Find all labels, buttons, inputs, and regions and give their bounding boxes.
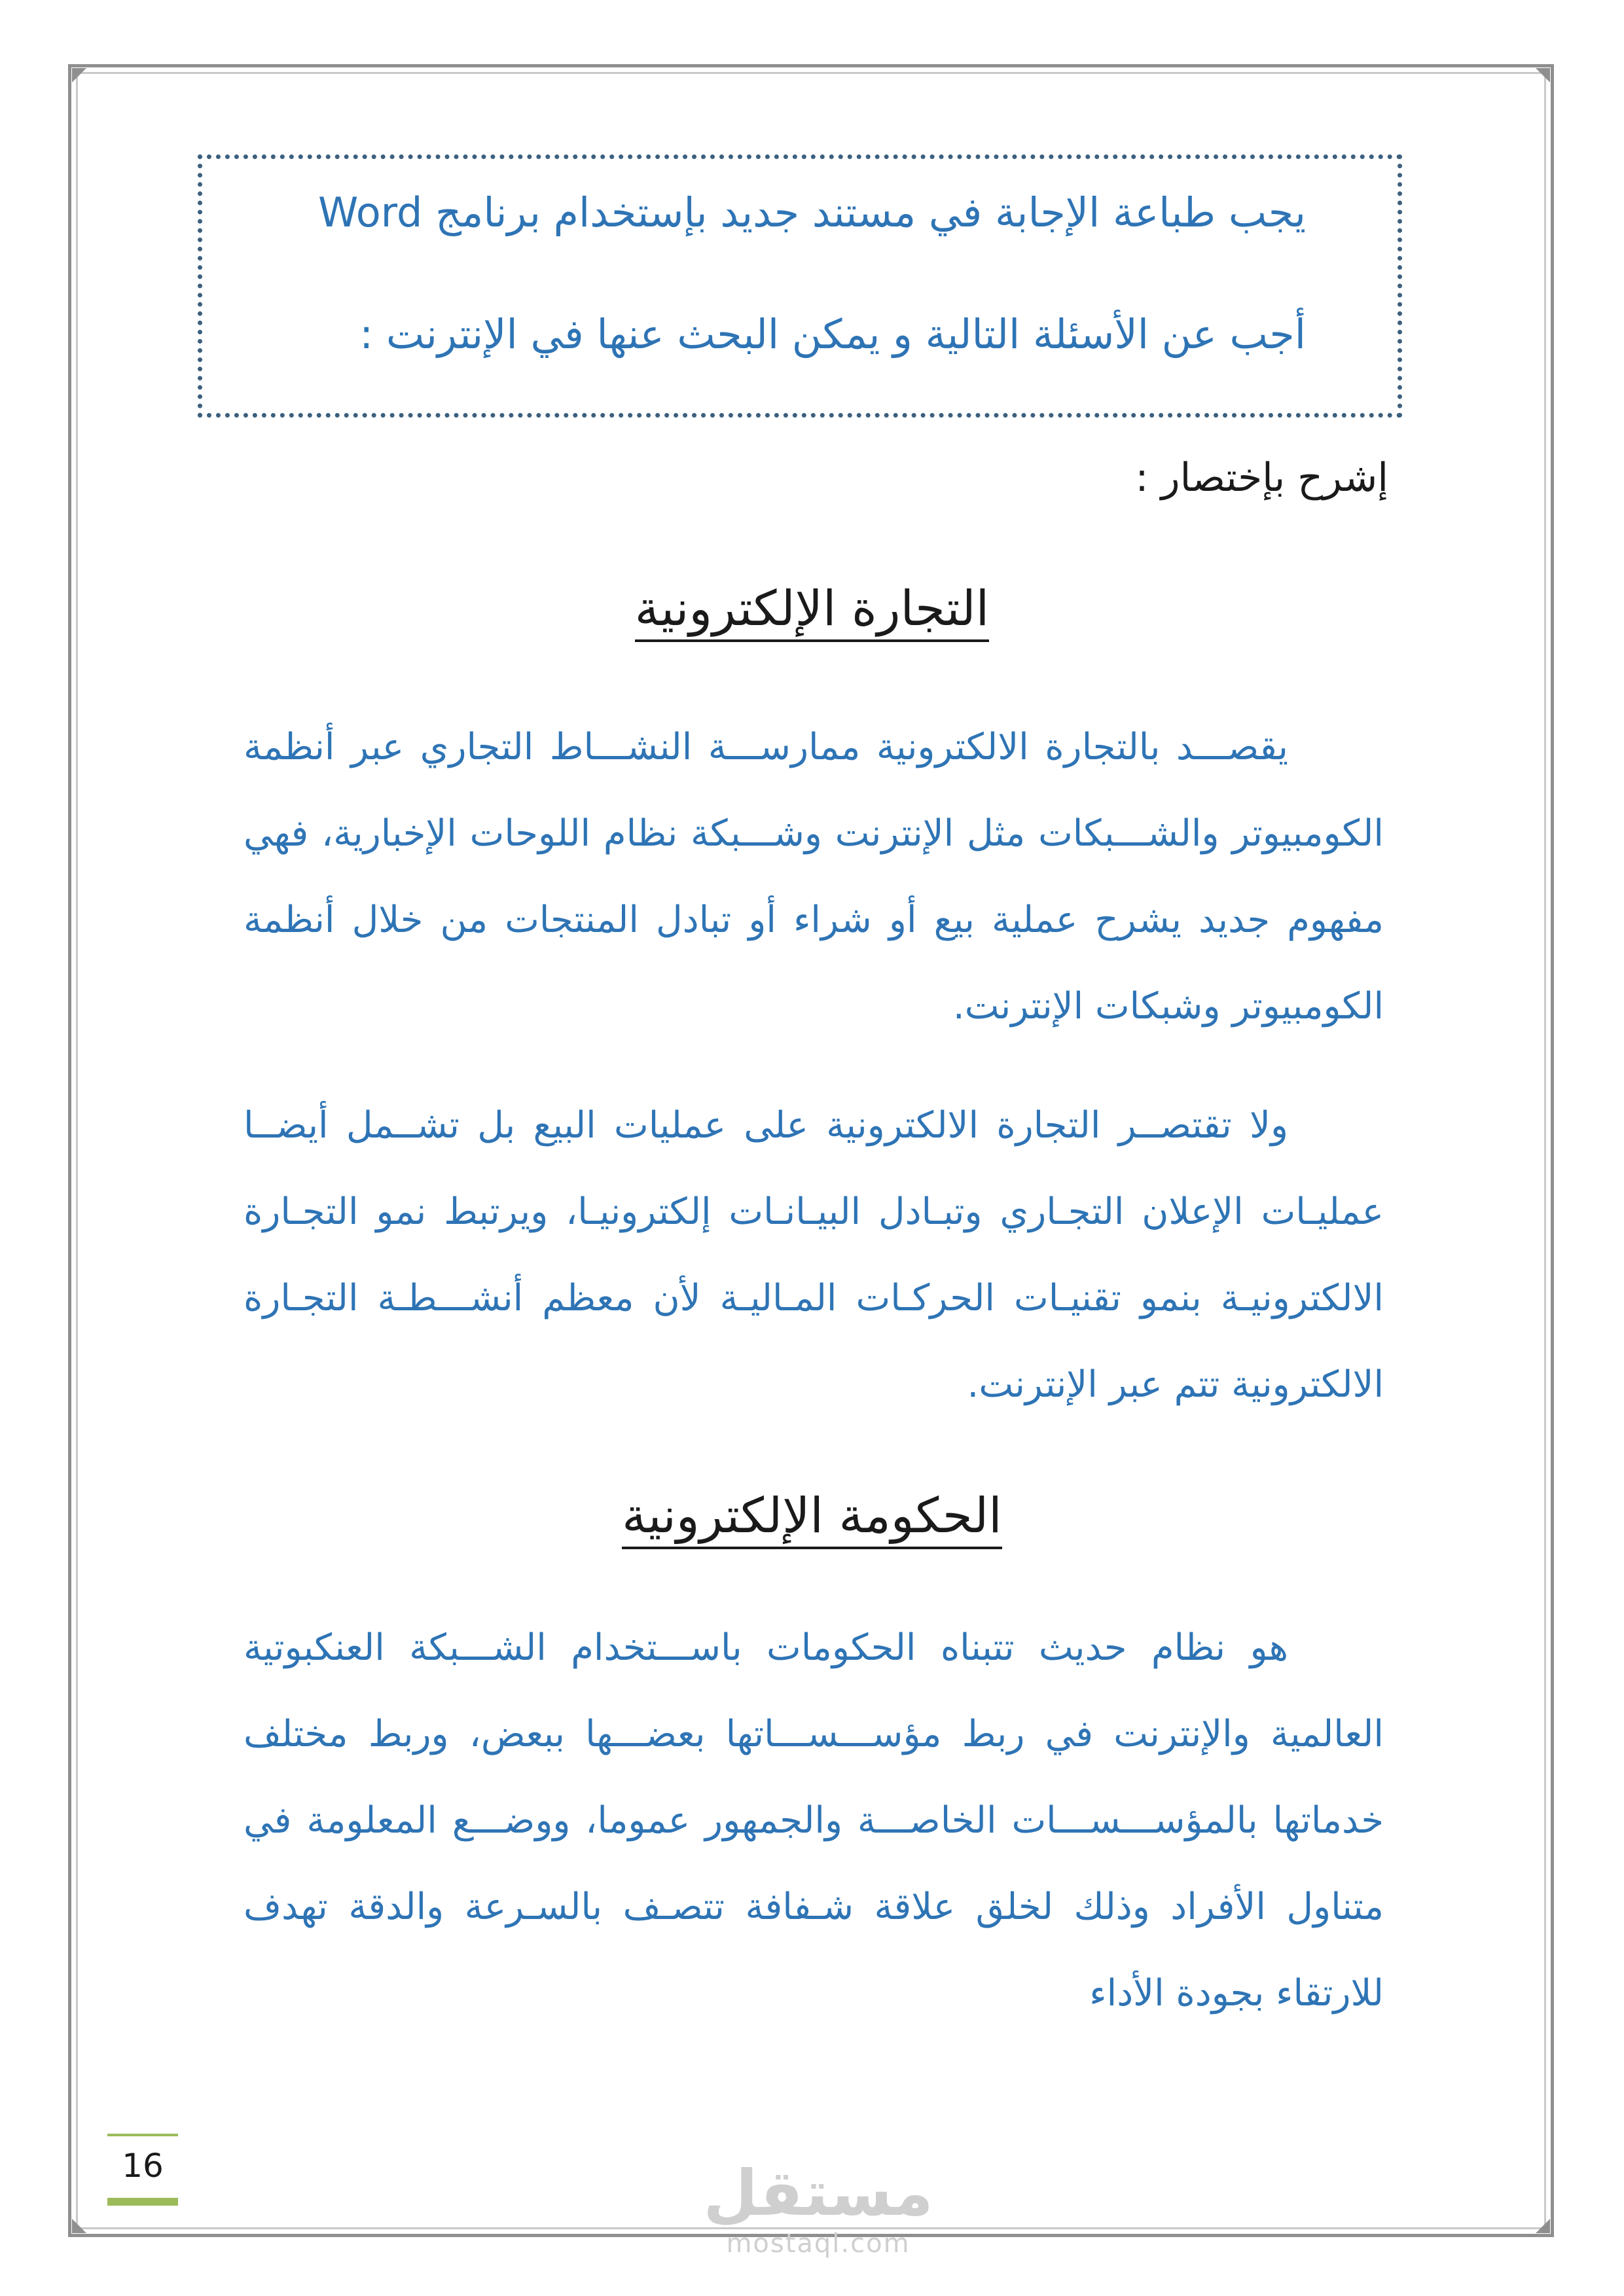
egovernment-paragraph-1: هو نظام حديث تتبناه الحكومات باســـتخدام الشـــبكة العنكبوتية العالمية والإنترنت في ربط مؤســـســـاتها بعضـــها ببعض، وربط مختلف خدماتها بالمؤســـســـات الخاصـــة والجمهور عموما، ووضـــع المعلومة في متناول الأفراد وذلك لخلق علاقة شـفافة تتصـف بالسـرعة والدقة تهدف للارتقاء بجودة الأداء — [244, 1626, 1384, 2015]
corner-ornament-top-right — [1536, 68, 1550, 82]
watermark-logo — [681, 2157, 956, 2258]
explain-briefly-heading: إشرح بإختصار : — [1135, 455, 1388, 501]
ecommerce-paragraph-2: ولا تقتصــر التجارة الالكترونية على عمليات البيع بل تشــمل أيضــا عمليـات الإعلان التجـاري وتبـادل البيـانـات إلكترونيـا، ويرتبط نمو التجـارة الالكترونيـة بنمو تقنيـات الحركـات المـاليـة لأن معظم أنشـــطـة التجـارة الالكترونية تتم عبر الإنترنت. — [244, 1104, 1384, 1406]
watermark-arabic: مستقل — [703, 2157, 933, 2230]
notice-line-print-instruction: يجب طباعة الإجابة في مستند جديد بإستخدام برنامج Word — [318, 188, 1306, 236]
corner-ornament-bottom-left — [72, 2219, 86, 2233]
section-title-egovernment-text: الحكومة الإلكترونية — [622, 1488, 1001, 1549]
section-title-ecommerce-text: التجارة الإلكترونية — [635, 581, 989, 642]
corner-ornament-bottom-right — [1536, 2219, 1550, 2233]
corner-ornament-top-left — [72, 68, 86, 82]
section-title-ecommerce — [0, 576, 1624, 641]
page-number: 16 — [107, 2134, 178, 2206]
notice-box — [198, 154, 1402, 418]
section-title-egovernment — [0, 1483, 1624, 1549]
watermark-latin: mostaql.com — [726, 2229, 911, 2259]
ecommerce-paragraph-1: يقصـــد بالتجارة الالكترونية ممارســـة النشـــاط التجاري عبر أنظمة الكومبيوتر والشـــبكات مثل الإنترنت وشـــبكة نظام اللوحات الإخبارية، فهي مفهوم جديد يشرح عملية بيع أو شراء أو تبادل المنتجات من خلال أنظمة الكومبيوتر وشبكات الإنترنت. — [244, 726, 1384, 1028]
notice-line-answer-instruction: أجب عن الأسئلة التالية و يمكن البحث عنها في الإنترنت : — [359, 310, 1306, 358]
